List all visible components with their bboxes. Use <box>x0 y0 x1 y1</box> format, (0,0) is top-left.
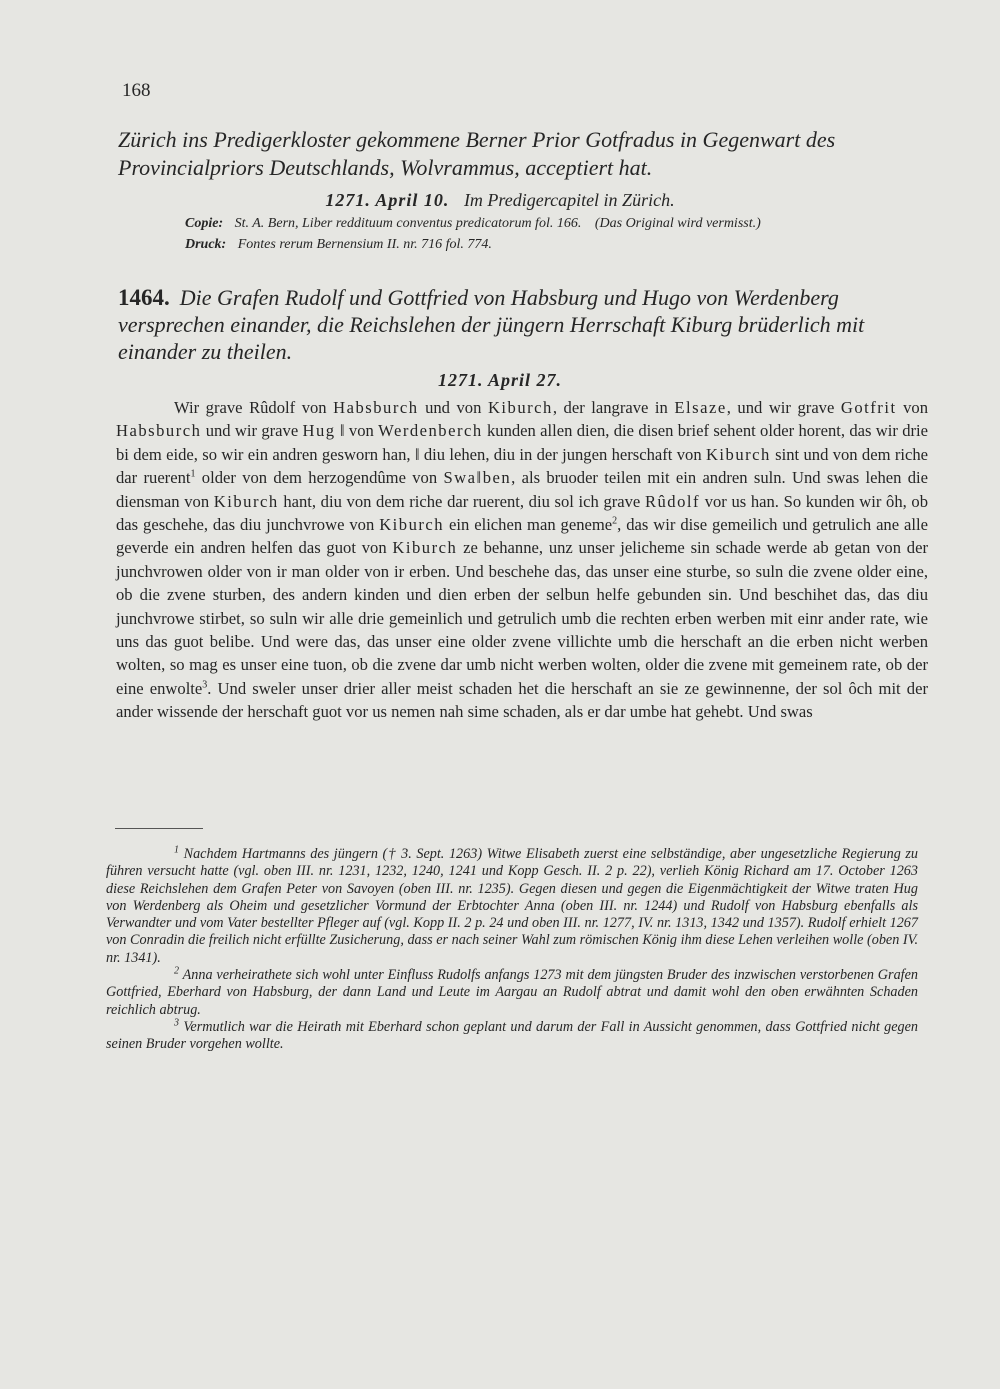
text-run: und wir grave <box>201 421 303 441</box>
spaced-name: Kiburch <box>705 444 771 464</box>
text-run: , der langrave in <box>552 398 675 417</box>
text-run: vor us han. So kunden wir ôh, ob das geschehe, das diu junchvrowe von <box>116 491 928 535</box>
spaced-name: Werdenberch <box>378 421 483 441</box>
doc1-date-year: 1271. <box>325 190 371 210</box>
spaced-name: Habsburch <box>116 421 202 441</box>
copie-text: St. A. Bern, Liber reddituum conventus predicatorum fol. 166. <box>234 216 582 231</box>
footnote-2 <box>106 967 918 1019</box>
page-number: 168 <box>122 80 151 101</box>
druck-text: Fontes rerum Bernensium II. nr. 716 fol. 774. <box>237 237 492 252</box>
doc1-place: Im Predigercapitel in Zürich. <box>463 190 675 210</box>
spaced-name: Kiburch <box>213 491 279 511</box>
text-run: , als bruoder teilen mit ein andren suln. Und swas lehen die diensman von <box>116 468 928 511</box>
footnote-marker: 2 <box>174 965 179 977</box>
doc2-heading <box>118 284 930 365</box>
footnotes <box>106 846 918 1054</box>
spaced-name: Swa‖ben <box>443 468 512 488</box>
footnote-3 <box>106 1019 918 1054</box>
footnote-text: Vermutlich war die Heirath mit Eberhard schon geplant und darum der Fall in Aussicht genommen, dass Gottfried nicht gegen seinen Bruder vorgehen wollte. <box>106 1018 919 1053</box>
footnote-ref-2: 2 <box>612 515 618 527</box>
footnote-text: Anna verheirathete sich wohl unter Einfluss Rudolfs anfangs 1273 mit dem jüngsten Bruder des inzwischen verstorbenen Grafen Gottfried, Eberhard von Habsburg, der dann Land und Leute im Aargau an Rudolf abtrat und damit wohl den oben erwähnten Schaden reichlich abtrug. <box>106 967 918 1018</box>
doc2-number: 1464. <box>118 285 170 310</box>
intro-text: Zürich ins Predigerkloster gekommene Berner Prior Gotfradus in Gegenwart des Provincialpriors Deutschlands, Wolvrammus, acceptiert hat. <box>118 127 836 180</box>
text-run: von <box>896 398 928 417</box>
text-run: ze behanne, unz unser jelicheme sin schade werde ab getan von der junchvrowen older von ir man older von ir erben. Und beschehe das, das unser eine sturbe, so suln die zvene older eine, ob die zvene sturben, des andern kinden und dien erben der selbun helfe gebunden sin. Und beschihet das, das diu junchvrowe stirbet, so suln wir alle drie gemeinlich und getrulich umb die rechten erben werben mit einr ander rate, wie uns das guot belibe. Und were das, das unser eine older zvene villichte umb die herschaft an die erben nicht werben wolten, so mag es unser eine tuon, ob die zvene dar umb nicht werben wolten, older die zvene mit gemeinem rate, ob der eine enwolte <box>116 538 928 698</box>
footnote-marker: 3 <box>174 1017 179 1029</box>
spaced-name: Kiburch <box>379 515 445 535</box>
copie-label: Copie: <box>185 216 224 231</box>
doc2-date-year: 1271. <box>437 370 484 390</box>
charter-text <box>116 396 928 724</box>
footnote-marker: 1 <box>174 844 179 856</box>
doc2-dateline <box>0 370 1000 391</box>
doc1-druck-line <box>185 237 945 253</box>
text-run: older von dem herzogendûme von <box>195 468 444 488</box>
text-run: , und wir grave <box>726 398 841 417</box>
spaced-name: Kiburch <box>392 538 458 558</box>
text-run: ‖ von <box>335 421 379 441</box>
doc1-date-day: April 10. <box>375 190 450 210</box>
text-run: . Und sweler unser drier aller meist schaden het die herschaft an sie ze gewinnenne, der sol ôch mit der ander wissende der herschaft guot vor us nemen nah sime schaden, als er dar umbe hat gehebt. Und swas <box>116 678 928 722</box>
druck-label: Druck: <box>185 237 227 252</box>
copie-note: (Das Original wird vermisst.) <box>594 216 761 231</box>
text-run: Wir grave Rûdolf von <box>174 398 334 417</box>
text-run: kunden allen dien, die disen brief sehent older horent, das wir drie bi dem eide, so wir ein andren gesworn han, ‖ diu lehen, diu in der jungen herschaft von <box>116 421 928 464</box>
spaced-name: Elsaze <box>674 398 727 417</box>
doc1-dateline <box>0 190 1000 211</box>
doc1-copie-line <box>185 216 945 232</box>
doc2-date-day: April 27. <box>487 370 562 390</box>
spaced-name: Habsburch <box>333 398 419 417</box>
spaced-name: Rûdolf <box>644 491 701 511</box>
footnote-ref-3: 3 <box>202 679 208 691</box>
footnote-text: Nachdem Hartmanns des jüngern († 3. Sept. 1263) Witwe Elisabeth zuerst eine selbständige, aber ungesetzliche Regierung zu führen versucht hatte (vgl. oben III. nr. 1231, 1232, 1240, 1241 und Kopp Gesch. II. 2 p. 22), verlieh König Richard am 17. October 1263 diese Reichslehen dem Grafen Peter von Savoyen (oben III. nr. 1235). Gegen diesen und gegen die Eigenmächtigkeit der Witwe traten Hug von Werdenberg als Oheim und gesetzlicher Vormund der Erbtochter Anna (oben III. nr. 1244) und Rudolf von Habsburg ebenfalls als Verwandter und vom Vater bestellter Pfleger auf (vgl. Kopp II. 2 p. 24 und oben III. nr. 1277, IV. nr. 1313, 1342 und 1357). Rudolf erhielt 1267 von Conradin die freilich nicht erfüllte Zusicherung, dass er nach seiner Wahl zum römischen König ihm diese Lehen verleihen wolle (oben IV. nr. 1341). <box>106 846 919 966</box>
footnote-divider <box>115 828 203 829</box>
text-run: hant, diu von dem riche dar ruerent, diu sol ich grave <box>278 491 645 511</box>
spaced-name: Gotfrit <box>840 398 897 417</box>
text-run: , das wir dise gemeilich und getrulich ane alle geverde ein andren helfen das guot von <box>116 515 928 558</box>
footnote-1 <box>106 846 918 967</box>
text-run: und von <box>418 398 488 417</box>
spaced-name: Hug <box>302 421 336 441</box>
doc2-summary: Die Grafen Rudolf und Gottfried von Habsburg und Hugo von Werdenberg versprechen einander, die Reichslehen der jüngern Herrschaft Kiburg brüderlich mit einander zu theilen. <box>118 285 865 364</box>
text-run: sint und von dem riche dar ruerent <box>116 444 928 488</box>
text-run: ein elichen man geneme <box>444 515 613 535</box>
footnote-ref-1: 1 <box>190 468 196 480</box>
spaced-name: Kiburch <box>487 398 553 417</box>
